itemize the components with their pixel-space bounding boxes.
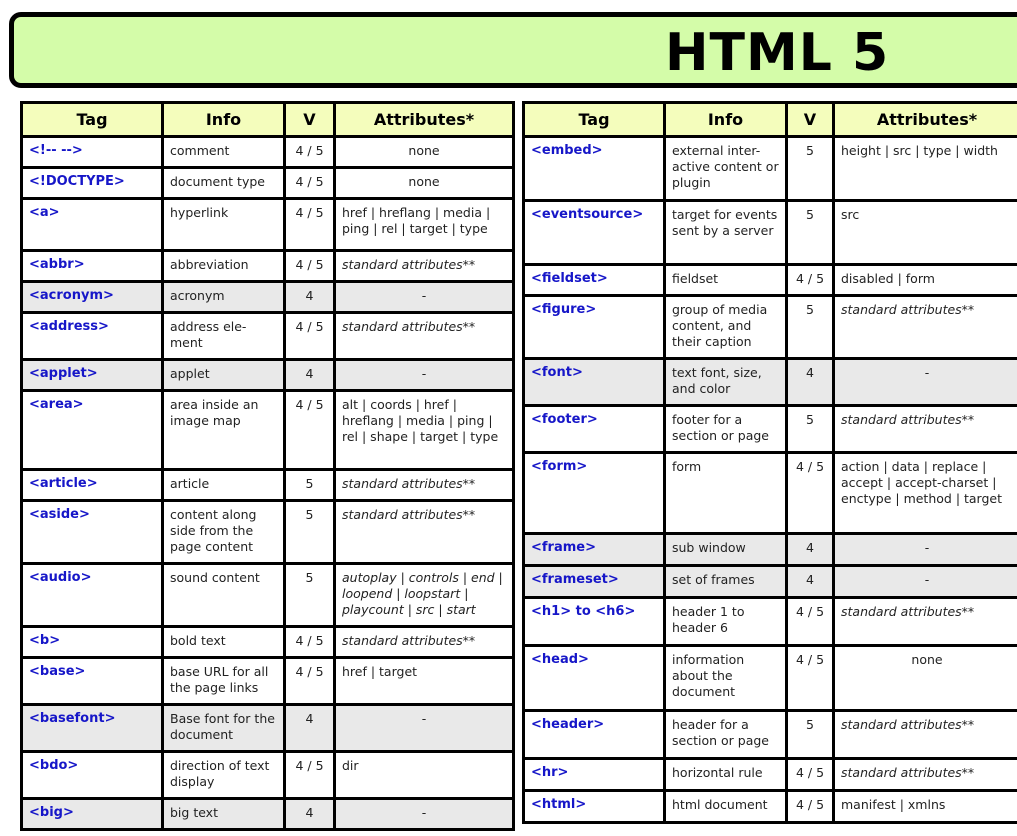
tag-cell: <abbr>	[23, 252, 164, 283]
info-cell: sub window	[666, 535, 788, 567]
table-row	[23, 471, 515, 502]
info-cell: base URL for all the page links	[164, 659, 286, 706]
version-cell: 4 / 5	[286, 200, 336, 252]
info-cell: html document	[666, 792, 788, 824]
version-cell: 4 / 5	[286, 169, 336, 200]
attributes-cell: standard attributes**	[336, 252, 515, 283]
version-cell: 5	[788, 297, 835, 360]
table-header-row	[23, 104, 515, 138]
table-row	[23, 283, 515, 314]
version-cell: 4	[286, 361, 336, 392]
tag-cell: <header>	[525, 712, 666, 760]
table-row	[23, 138, 515, 169]
table-row	[525, 202, 1017, 266]
info-cell: acronym	[164, 283, 286, 314]
tag-cell: <head>	[525, 647, 666, 712]
version-cell: 4 / 5	[788, 647, 835, 712]
table-row	[23, 628, 515, 659]
table-row	[525, 567, 1017, 599]
tag-cell: <html>	[525, 792, 666, 824]
info-cell: bold text	[164, 628, 286, 659]
info-cell: footer for a section or page	[666, 407, 788, 454]
attributes-cell: action | data | replace | accept | accept-charset | enctype | method | target	[835, 454, 1017, 535]
version-cell: 4 / 5	[286, 753, 336, 800]
column-header-tag: Tag	[525, 104, 666, 138]
tag-table-right	[522, 101, 1017, 824]
tag-cell: <frameset>	[525, 567, 666, 599]
tag-cell: <frame>	[525, 535, 666, 567]
version-cell: 5	[788, 202, 835, 266]
table-row	[525, 712, 1017, 760]
version-cell: 5	[286, 565, 336, 628]
tag-cell: <article>	[23, 471, 164, 502]
tag-cell: <bdo>	[23, 753, 164, 800]
table-row	[525, 297, 1017, 360]
tag-cell: <a>	[23, 200, 164, 252]
info-cell: address ele-ment	[164, 314, 286, 361]
attributes-cell: manifest | xmlns	[835, 792, 1017, 824]
table-row	[23, 392, 515, 471]
attributes-cell: standard attributes**	[835, 297, 1017, 360]
info-cell: external inter-active content or plugin	[666, 138, 788, 202]
version-cell: 4	[286, 283, 336, 314]
title-banner	[9, 12, 1017, 88]
info-cell: document type	[164, 169, 286, 200]
version-cell: 4 / 5	[788, 266, 835, 297]
version-cell: 5	[788, 407, 835, 454]
attributes-cell: -	[835, 360, 1017, 407]
info-cell: content along side from the page content	[164, 502, 286, 565]
attributes-cell: -	[336, 706, 515, 753]
info-cell: sound content	[164, 565, 286, 628]
info-cell: header for a section or page	[666, 712, 788, 760]
table-row	[23, 200, 515, 252]
version-cell: 4	[788, 360, 835, 407]
info-cell: abbreviation	[164, 252, 286, 283]
tag-cell: <h1> to <h6>	[525, 599, 666, 647]
table-row	[525, 599, 1017, 647]
info-cell: fieldset	[666, 266, 788, 297]
tag-cell: <!-- -->	[23, 138, 164, 169]
info-cell: article	[164, 471, 286, 502]
tag-cell: <fieldset>	[525, 266, 666, 297]
table-header-row	[525, 104, 1017, 138]
info-cell: area inside an image map	[164, 392, 286, 471]
version-cell: 4 / 5	[788, 792, 835, 824]
attributes-cell: -	[336, 361, 515, 392]
attributes-cell: disabled | form	[835, 266, 1017, 297]
table-row	[525, 266, 1017, 297]
version-cell: 4 / 5	[788, 599, 835, 647]
tag-cell: <figure>	[525, 297, 666, 360]
info-cell: horizontal rule	[666, 760, 788, 792]
table-row	[525, 454, 1017, 535]
attributes-cell: none	[835, 647, 1017, 712]
attributes-cell: standard attributes**	[336, 471, 515, 502]
version-cell: 4	[788, 567, 835, 599]
tag-cell: <acronym>	[23, 283, 164, 314]
column-header-version: V	[286, 104, 336, 138]
tag-cell: <big>	[23, 800, 164, 831]
tag-cell: <base>	[23, 659, 164, 706]
attributes-cell: autoplay | controls | end | loopend | loopstart | playcount | src | start	[336, 565, 515, 628]
tag-cell: <font>	[525, 360, 666, 407]
attributes-cell: href | hreflang | media | ping | rel | target | type	[336, 200, 515, 252]
tag-cell: <audio>	[23, 565, 164, 628]
page-title: HTML 5	[665, 23, 890, 83]
version-cell: 4 / 5	[286, 138, 336, 169]
attributes-cell: height | src | type | width	[835, 138, 1017, 202]
version-cell: 4 / 5	[286, 252, 336, 283]
version-cell: 4 / 5	[286, 314, 336, 361]
attributes-cell: none	[336, 169, 515, 200]
attributes-cell: standard attributes**	[835, 712, 1017, 760]
attributes-cell: none	[336, 138, 515, 169]
info-cell: form	[666, 454, 788, 535]
tag-cell: <embed>	[525, 138, 666, 202]
column-header-attributes: Attributes*	[835, 104, 1017, 138]
table-row	[525, 535, 1017, 567]
attributes-cell: src	[835, 202, 1017, 266]
table-row	[23, 502, 515, 565]
table-row	[525, 407, 1017, 454]
version-cell: 4 / 5	[286, 392, 336, 471]
column-header-info: Info	[666, 104, 788, 138]
table-row	[23, 800, 515, 831]
info-cell: direction of text display	[164, 753, 286, 800]
info-cell: set of frames	[666, 567, 788, 599]
info-cell: Base font for the document	[164, 706, 286, 753]
table-row	[23, 753, 515, 800]
version-cell: 4	[788, 535, 835, 567]
info-cell: target for events sent by a server	[666, 202, 788, 266]
tag-cell: <!DOCTYPE>	[23, 169, 164, 200]
attributes-cell: -	[336, 800, 515, 831]
column-header-info: Info	[164, 104, 286, 138]
version-cell: 4 / 5	[286, 628, 336, 659]
table-row	[23, 706, 515, 753]
version-cell: 4	[286, 800, 336, 831]
version-cell: 5	[286, 471, 336, 502]
attributes-cell: -	[835, 567, 1017, 599]
column-header-attributes: Attributes*	[336, 104, 515, 138]
version-cell: 4 / 5	[788, 454, 835, 535]
attributes-cell: standard attributes**	[336, 502, 515, 565]
attributes-cell: standard attributes**	[835, 407, 1017, 454]
version-cell: 4	[286, 706, 336, 753]
table-row	[23, 314, 515, 361]
table-row	[525, 792, 1017, 824]
column-header-tag: Tag	[23, 104, 164, 138]
info-cell: information about the document	[666, 647, 788, 712]
tag-cell: <aside>	[23, 502, 164, 565]
tag-cell: <hr>	[525, 760, 666, 792]
attributes-cell: dir	[336, 753, 515, 800]
info-cell: hyperlink	[164, 200, 286, 252]
column-header-version: V	[788, 104, 835, 138]
version-cell: 5	[788, 712, 835, 760]
attributes-cell: -	[336, 283, 515, 314]
table-row	[525, 138, 1017, 202]
attributes-cell: href | target	[336, 659, 515, 706]
table-row	[23, 252, 515, 283]
tag-cell: <area>	[23, 392, 164, 471]
version-cell: 5	[788, 138, 835, 202]
table-row	[23, 659, 515, 706]
info-cell: group of media content, and their caption	[666, 297, 788, 360]
tag-cell: <applet>	[23, 361, 164, 392]
info-cell: applet	[164, 361, 286, 392]
tag-cell: <eventsource>	[525, 202, 666, 266]
tag-cell: <form>	[525, 454, 666, 535]
table-row	[23, 169, 515, 200]
tag-cell: <address>	[23, 314, 164, 361]
table-row	[525, 760, 1017, 792]
version-cell: 4 / 5	[286, 659, 336, 706]
version-cell: 5	[286, 502, 336, 565]
tag-cell: <basefont>	[23, 706, 164, 753]
tag-cell: <b>	[23, 628, 164, 659]
info-cell: text font, size, and color	[666, 360, 788, 407]
info-cell: header 1 to header 6	[666, 599, 788, 647]
tag-cell: <footer>	[525, 407, 666, 454]
attributes-cell: standard attributes**	[336, 314, 515, 361]
info-cell: comment	[164, 138, 286, 169]
tag-table-left	[20, 101, 515, 831]
attributes-cell: alt | coords | href | hreflang | media | ping | rel | shape | target | type	[336, 392, 515, 471]
attributes-cell: standard attributes**	[336, 628, 515, 659]
table-row	[23, 361, 515, 392]
version-cell: 4 / 5	[788, 760, 835, 792]
attributes-cell: -	[835, 535, 1017, 567]
attributes-cell: standard attributes**	[835, 760, 1017, 792]
table-row	[525, 647, 1017, 712]
table-row	[525, 360, 1017, 407]
info-cell: big text	[164, 800, 286, 831]
table-row	[23, 565, 515, 628]
attributes-cell: standard attributes**	[835, 599, 1017, 647]
